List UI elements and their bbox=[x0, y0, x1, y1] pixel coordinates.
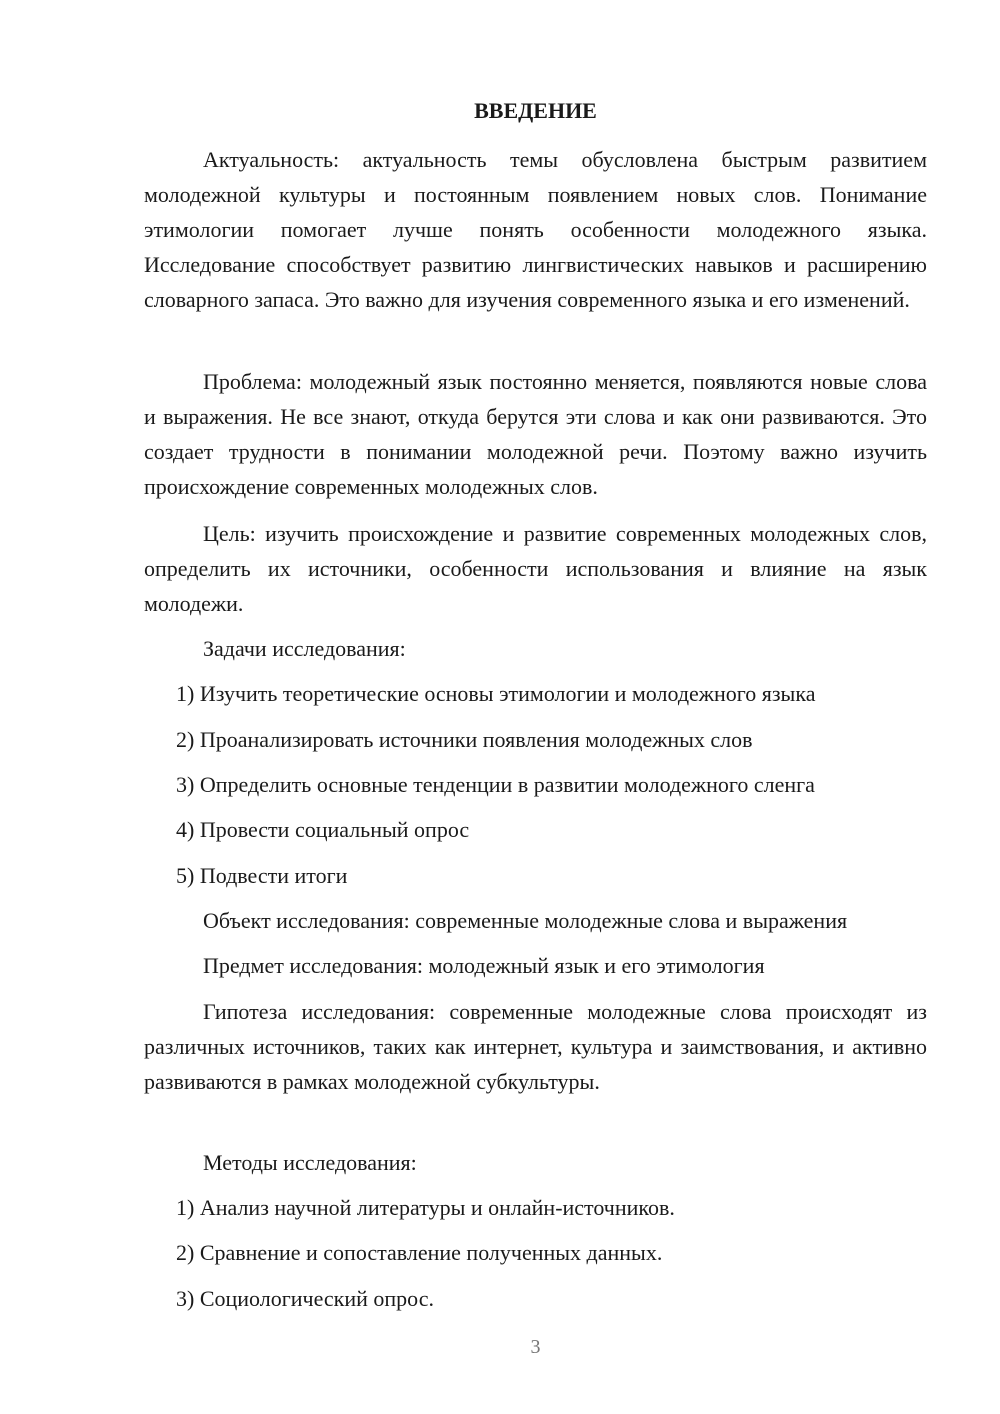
list-item: 4) Провести социальный опрос bbox=[176, 817, 470, 842]
goal-paragraph: Цель: изучить происхождение и развитие современных молодежных слов, определить их источники, особенности использования и влияние на язык молодежи. bbox=[144, 521, 927, 616]
list-item: 3) Определить основные тенденции в развитии молодежного сленга bbox=[176, 772, 815, 797]
list-item: 3) Социологический опрос. bbox=[176, 1286, 434, 1311]
list-item: 2) Сравнение и сопоставление полученных данных. bbox=[176, 1240, 663, 1265]
problem-paragraph: Проблема: молодежный язык постоянно меняется, появляются новые слова и выражения. Не все знают, откуда берутся эти слова и как они развиваются. Это создает трудности в понимании молодежной речи. Поэтому важно изучить происхождение современных молодежных слов. bbox=[144, 369, 927, 499]
document-page bbox=[144, 0, 927, 1414]
object-line: Объект исследования: современные молодежные слова и выражения bbox=[203, 908, 848, 933]
list-item: 1) Анализ научной литературы и онлайн-источников. bbox=[176, 1195, 675, 1220]
methods-heading: Методы исследования: bbox=[203, 1150, 417, 1175]
page-number: 3 bbox=[530, 1336, 541, 1358]
list-item: 5) Подвести итоги bbox=[176, 863, 348, 888]
hypothesis-paragraph: Гипотеза исследования: современные молодежные слова происходят из различных источников, таких как интернет, культура и заимствования, и активно развиваются в рамках молодежной субкультуры. bbox=[144, 999, 927, 1094]
tasks-heading: Задачи исследования: bbox=[203, 636, 406, 661]
subject-line: Предмет исследования: молодежный язык и его этимология bbox=[203, 953, 765, 978]
list-item: 2) Проанализировать источники появления молодежных слов bbox=[176, 727, 753, 752]
list-item: 1) Изучить теоретические основы этимологии и молодежного языка bbox=[176, 681, 816, 706]
section-title: ВВЕДЕНИЕ bbox=[474, 98, 597, 123]
relevance-paragraph: Актуальность: актуальность темы обусловлена быстрым развитием молодежной культуры и постоянным появлением новых слов. Понимание этимологии помогает лучше понять особенности молодежного языка. Исследование способствует развитию лингвистических навыков и расширению словарного запаса. Это важно для изучения современного языка и его изменений. bbox=[144, 147, 927, 312]
